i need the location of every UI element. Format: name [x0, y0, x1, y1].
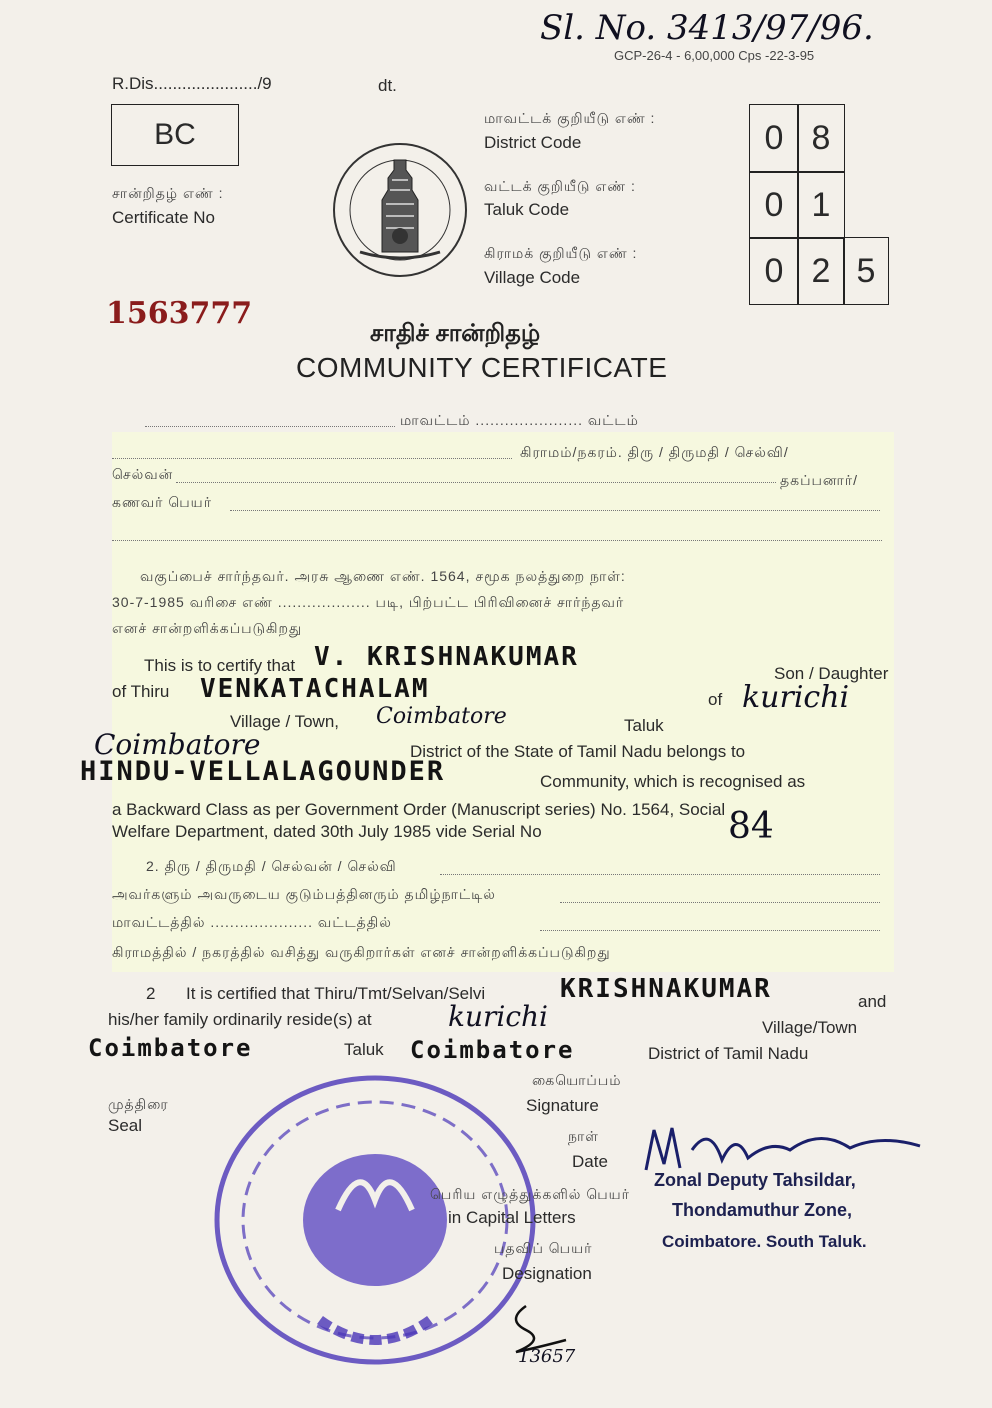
tamil2-line1: 2. திரு / திருமதி / செல்வன் / செல்வி — [146, 858, 397, 874]
hw-name: V. KRISHNAKUMAR — [314, 642, 579, 672]
section2-certified: It is certified that Thiru/Tmt/Selvan/Selvi — [186, 984, 486, 1003]
serial-handwritten: Sl. No. 3413/97/96. — [540, 8, 874, 48]
hw2-name: KRISHNAKUMAR — [560, 974, 772, 1004]
taluk-digit-1: 0 — [749, 171, 799, 239]
village-digit-3: 5 — [843, 237, 889, 305]
son-daughter: Son / Daughter — [774, 664, 889, 683]
hw-village: kurichi — [742, 680, 850, 715]
tamil2-line3: மாவட்டத்தில் ..................... வட்டத்தில் — [112, 914, 392, 930]
tamil2-line4: கிராமத்தில் / நகரத்தில் வசித்து வருகிறார்கள் எனச் சான்றளிக்கப்படுகிறது — [112, 944, 611, 960]
section2-and: and — [858, 992, 887, 1011]
officer-line-2: Thondamuthur Zone, — [672, 1200, 852, 1220]
hw-district: Coimbatore — [94, 728, 261, 761]
district-digit-1: 0 — [749, 104, 799, 173]
certificate-number: 1563777 — [106, 296, 253, 331]
village-digit-1: 0 — [749, 237, 799, 305]
village-digit-2: 2 — [797, 237, 845, 305]
dt-label: dt. — [378, 76, 397, 95]
officer-line-3: Coimbatore. South Taluk. — [662, 1232, 867, 1251]
tamil-line-husband: கணவர் பெயர் — [112, 494, 213, 510]
backward-class-text: a Backward Class as per Government Order (Manuscript series) No. 1564, Social — [112, 800, 726, 819]
section2-taluk: Taluk — [344, 1040, 384, 1059]
designation-tamil: பதவிப் பெயர் — [494, 1240, 593, 1256]
cert-no-label: Certificate No — [112, 208, 215, 227]
seal-label: Seal — [108, 1116, 143, 1135]
tamil-line-district: மாவட்டம் ...................... வட்டம் — [400, 412, 639, 428]
taluk-label: Taluk — [624, 716, 664, 735]
officer-line-1: Zonal Deputy Tahsildar, — [654, 1170, 856, 1190]
section2-number: 2 — [146, 984, 156, 1003]
village-code-label: Village Code — [484, 268, 581, 287]
of-thiru: of Thiru — [112, 682, 170, 701]
capital-letters-label: in Capital Letters — [448, 1208, 576, 1227]
title-tamil: சாதிச் சான்றிதழ் — [370, 320, 541, 347]
hw-father: VENKATACHALAM — [200, 674, 430, 704]
hw2-taluk: Coimbatore — [88, 1034, 253, 1062]
seal-tamil: முத்திரை — [108, 1096, 169, 1112]
r-dis: R.Dis....................../9 — [112, 74, 272, 93]
tamil-para-1: வகுப்பைச் சார்ந்தவர். அரசு ஆணை எண். 1564, சமூக நலத்துறை நாள்: — [140, 568, 626, 584]
village-town-label: Village / Town, — [230, 712, 339, 731]
tamil-para-3: எனச் சான்றளிக்கப்படுகிறது — [112, 620, 303, 636]
hw2-village: kurichi — [448, 1000, 549, 1033]
signature-label: Signature — [526, 1096, 599, 1115]
village-code-tamil: கிராமக் குறியீடு எண் : — [484, 245, 638, 261]
cert-no-tamil: சான்றிதழ் எண் : — [112, 185, 224, 201]
print-code: GCP-26-4 - 6,00,000 Cps -22-3-95 — [614, 48, 815, 63]
district-digit-2: 8 — [797, 104, 845, 173]
taluk-digit-2: 1 — [797, 171, 845, 239]
category-box: BC — [111, 104, 239, 166]
district-state-text: District of the State of Tamil Nadu belongs to — [410, 742, 746, 761]
district-code-label: District Code — [484, 133, 582, 152]
taluk-code-label: Taluk Code — [484, 200, 570, 219]
section2-family: his/her family ordinarily reside(s) at — [108, 1010, 372, 1029]
hw-community: HINDU-VELLALAGOUNDER — [80, 756, 446, 787]
tamil-line-village: கிராமம்/நகரம். திரு / திருமதி / செல்வி/ — [520, 444, 789, 460]
tamilnadu-emblem — [330, 140, 470, 280]
title-english: COMMUNITY CERTIFICATE — [296, 352, 668, 383]
date-tamil: நாள் — [568, 1128, 599, 1144]
hw2-district: Coimbatore — [410, 1036, 575, 1064]
tamil-line-selvan: செல்வன் — [112, 466, 174, 482]
section2-district: District of Tamil Nadu — [648, 1044, 809, 1063]
capital-tamil: பெரிய எழுத்துக்களில் பெயர் — [430, 1186, 630, 1202]
date-label: Date — [572, 1152, 608, 1171]
of-label: of — [708, 690, 723, 709]
district-code-tamil: மாவட்டக் குறியீடு எண் : — [484, 110, 656, 126]
bottom-note: 13657 — [518, 1346, 576, 1367]
section2-village-town: Village/Town — [762, 1018, 858, 1037]
hw-serial: 84 — [728, 806, 774, 847]
tamil-para-2: 30-7-1985 வரிசை எண் ................... படி, பிற்பட்ட பிரிவினைச் சார்ந்தவர் — [112, 594, 625, 610]
tamil-line-father: தகப்பனார்/ — [780, 472, 859, 488]
community-text: Community, which is recognised as — [540, 772, 806, 791]
tamil2-line2: அவர்களும் அவருடைய குடும்பத்தினரும் தமிழ்நாட்டில் — [112, 886, 496, 902]
signature-tamil: கையொப்பம் — [532, 1072, 622, 1088]
taluk-code-tamil: வட்டக் குறியீடு எண் : — [484, 178, 636, 194]
certify-text: This is to certify that — [144, 656, 296, 675]
hw-taluk: Coimbatore — [376, 704, 507, 729]
designation-label: Designation — [502, 1264, 592, 1283]
welfare-text: Welfare Department, dated 30th July 1985 vide Serial No — [112, 822, 542, 841]
